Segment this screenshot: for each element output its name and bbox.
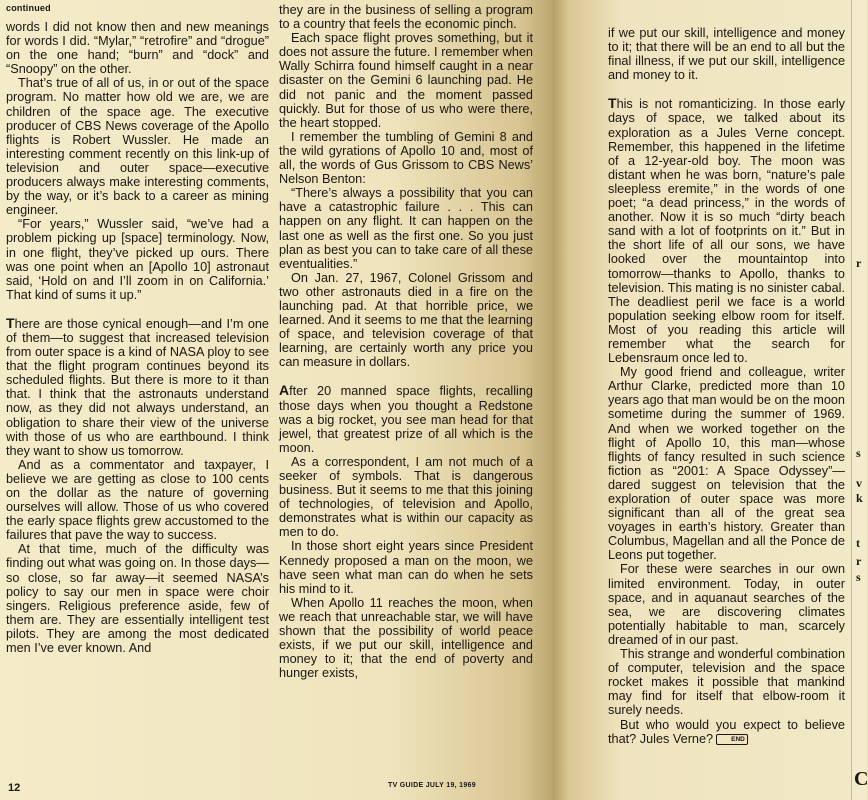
adjacent-page-letter: C bbox=[854, 768, 868, 790]
paragraph: For these were searches in our own limited environment. Today, in outer space, and in aquanaut searches of the sea, we are discovering climates potentially habitable to man, scarcely dreamed of in our past. bbox=[608, 562, 845, 647]
paragraph: That’s true of all of us, in or out of the space program. No matter how old we are, we are children of the space age. The executive producer of CBS News coverage of the Apollo flights is Robert Wussler. He made an interesting comment recently on this link-up of television and outer space—executive producers always make interesting comments, by the way, or it’s back to a career as mining engineer. bbox=[6, 76, 269, 218]
article-column-2 bbox=[279, 3, 533, 680]
article-column-1 bbox=[6, 20, 269, 655]
publication-footer: TV GUIDE JULY 19, 1969 bbox=[388, 782, 476, 789]
paragraph: In those short eight years since President Kennedy proposed a man on the moon, we have seen what man can do when he sets his mind to it. bbox=[279, 539, 533, 596]
adjacent-page-edge bbox=[851, 0, 867, 800]
paragraph: “For years,” Wussler said, “we’ve had a problem picking up [space] terminology. Now, in one flight, they’ve picked up ours. There was one point when an [Apollo 10] astronaut said, ‘Hold on and I’ll zoom in on California.’ That kind of sums it up.” bbox=[6, 217, 269, 302]
paragraph: My good friend and colleague, writer Arthur Clarke, predicted more than 10 years ago that man would be on the moon sometime during the summer of 1969. And when we worked together on the flight of Apollo 10, this man—whose flights of fancy resulted in such science fiction as “2001: A Space Odyssey”—dared suggest on television that the exploration of outer space was more significant than all of the great sea voyages in earth’s history. Greater than Columbus, Magellan and all the Ponce de Leons put together. bbox=[608, 365, 845, 563]
right-page bbox=[553, 0, 866, 800]
end-mark: END bbox=[716, 734, 748, 745]
section-start-paragraph: There are those cynical enough—and I’m one of them—to suggest that increased television from outer space is a kind of NASA ploy to see that the flight program continues beyond its scheduled flights. But there is more to it than that. I think that the astronauts understand now, as they did not always understand, an obligation to share their view of the universe with those of us who are earthbound. I think they want to show us tomorrow. bbox=[6, 314, 269, 458]
paragraph: “There’s always a possibility that you can have a catastrophic failure . . . This can happen on any flight. It can happen on the last one as well as the first one. So you just plan as best you can to take care of all these eventualities.” bbox=[279, 186, 533, 271]
adjacent-page-letter: r bbox=[856, 256, 862, 270]
paragraph: Each space flight proves something, but it does not assure the future. I remember when Wally Schirra found himself caught in a near disaster on the Gemini 6 launching pad. He did not panic and the moment passed quickly. But for those of us who were there, the heart stopped. bbox=[279, 31, 533, 130]
adjacent-page-letter: s bbox=[856, 570, 861, 584]
paragraph: On Jan. 27, 1967, Colonel Grissom and two other astronauts died in a fire on the launching pad. At that horrible price, we learned. And it seems to me that the learning of space, and television coverage of that learning, are certainly worth any price you can measure in dollars. bbox=[279, 270, 533, 370]
paragraph: This strange and wonderful combination of computer, television and the space rocket makes it possible that mankind may find for itself that elbow-room it surely needs. bbox=[608, 647, 845, 718]
paragraph: words I did not know then and new meanings for words I did. “Mylar,” “retrofire” and “drogue” on the one hand; “burn” and “dock” and “Snoopy” on the other. bbox=[6, 20, 269, 77]
paragraph: if we put our skill, intelligence and money to it; that there will be an end to all but the final illness, if we put our skill, intelligence and money to it. bbox=[608, 26, 845, 83]
closing-paragraph bbox=[608, 718, 845, 746]
section-start-paragraph: After 20 manned space flights, recalling those days when you thought a Redstone was a big rocket, you see man head for that jewel, that greatest prize of all which is the moon. bbox=[279, 382, 533, 455]
paragraph: I remember the tumbling of Gemini 8 and the wild gyrations of Apollo 10 and, most of all, the words of Gus Grissom to CBS News’ Nelson Benton: bbox=[279, 129, 533, 187]
continued-label: continued bbox=[6, 3, 51, 13]
closing-text: But who would you expect to believe that? Jules Verne? bbox=[608, 717, 845, 746]
adjacent-page-letter: t bbox=[856, 536, 860, 550]
paragraph: When Apollo 11 reaches the moon, when we reach that unreachable star, we will have shown that the possibility of world peace exists, if we put our skill, intelligence and money to it; that the end of poverty and hunger exists, bbox=[279, 595, 533, 681]
paragraph: And as a commentator and taxpayer, I believe we are getting as close to 100 cents on the dollar as the nature of governing ourselves will allow. Those of us who covered the early space flights grew accustomed to the failures that pave the way to success. bbox=[6, 457, 269, 543]
page-number: 12 bbox=[8, 782, 21, 794]
section-start-paragraph: This is not romanticizing. In those early days of space, we talked about its exploration as a Jules Verne concept. Remember, this happened in the lifetime of a 12-year-old boy. The moon was distant when he was born, “nature’s pale sleepless eremite,” in the words of one poet; “a dead princess,” in the words of another. Now it is so much “dirty beach sand with a lot of footprints on it.” But in the short life of all our sons, we have looked over the mountaintop into tomorrow—thanks to Apollo, thanks to television. This mating is no sinister cabal. The deadliest peril we face is a world population seeking elbow room for itself. Most of you reading this article will remember what the search for Lebensraum once led to. bbox=[608, 95, 845, 366]
paragraph: they are in the business of selling a program to a country that feels the economic pinch. bbox=[279, 3, 533, 32]
adjacent-page-letter: r bbox=[856, 554, 862, 568]
paragraph: At that time, much of the difficulty was finding out what was going on. In those days—so close, so far away—it seemed NASA’s policy to say our men in space were choir singers. Religious preference aside, few of them are. They are essentially intelligent test pilots. They are among the most dedicated men I’ve ever known. And bbox=[6, 542, 269, 656]
article-column-3 bbox=[608, 26, 845, 746]
adjacent-page-letter: v bbox=[856, 476, 862, 490]
adjacent-page-letter: s bbox=[856, 446, 861, 460]
paragraph: As a correspondent, I am not much of a seeker of symbols. That is dangerous business. But it seems to me that this joining of technologies, of television and Apollo, demonstrates what is within our capacity as men to do. bbox=[279, 454, 533, 540]
adjacent-page-letter: k bbox=[856, 491, 863, 505]
